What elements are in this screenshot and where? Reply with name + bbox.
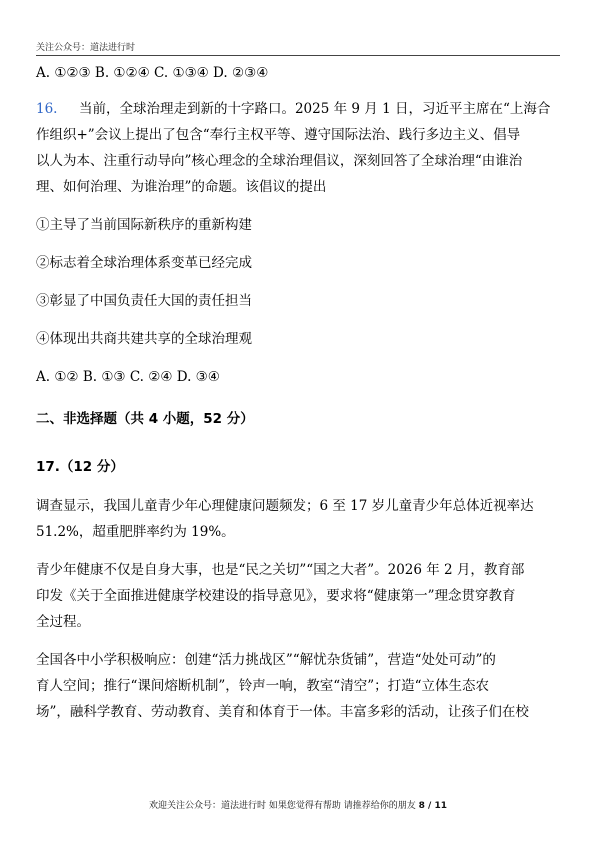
q16-line-4: 理、如何治理、为谁治理”的命题。该倡议的提出	[36, 179, 327, 195]
q16-item-1: ①主导了当前国际新秩序的重新构建	[36, 217, 252, 233]
header-divider	[36, 55, 560, 56]
q17-para-1-line-1: 调查显示，我国儿童青少年心理健康问题频发；6 至 17 岁儿童青少年总体近视率达	[36, 498, 534, 514]
q16-item-3: ③彰显了中国负责任大国的责任担当	[36, 293, 252, 309]
q16-item-2: ②标志着全球治理体系变革已经完成	[36, 255, 252, 271]
q16-number: 16.	[36, 101, 58, 117]
footer-text: 欢迎关注公众号：道法进行时 如果您觉得有帮助 请推荐给你的朋友	[149, 801, 416, 811]
q17-para-3-line-2: 育人空间；推行“课间熔断机制”，铃声一响，教室“清空”；打造“立体生态农	[36, 678, 490, 694]
page-footer	[0, 798, 596, 811]
q17-para-2-line-3: 全过程。	[36, 614, 90, 630]
header-account-text: 关注公众号：道法进行时	[36, 43, 136, 53]
q16-item-4: ④体现出共商共建共享的全球治理观	[36, 331, 252, 347]
q17-para-3-line-1: 全国各中小学积极响应：创建“活力挑战区”“解忧杂货铺”，营造“处处可动”的	[36, 652, 496, 668]
page-number: 8 / 11	[418, 801, 447, 811]
q17-title: 17.（12 分）	[36, 459, 124, 475]
q17-para-3-line-3: 场”，融科学教育、劳动教育、美育和体育于一体。丰富多彩的活动，让孩子们在校	[36, 704, 529, 720]
section-2-title: 二、非选择题（共 4 小题，52 分）	[36, 411, 254, 427]
q16-line-3: 以人为本、注重行动导向”核心理念的全球治理倡议，深刻回答了全球治理“由谁治	[36, 153, 523, 169]
q16-options: A. ①② B. ①③ C. ②④ D. ③④	[36, 369, 220, 385]
q16-text: 当前，全球治理走到新的十字路口。2025 年 9 月 1 日，习近平主席在“上海合	[78, 101, 551, 117]
q16-line-1	[36, 100, 550, 118]
q17-para-1-line-2: 51.2%，超重肥胖率约为 19%。	[36, 524, 235, 540]
q17-para-2-line-1: 青少年健康不仅是自身大事，也是“民之关切”“国之大者”。2026 年 2 月，教育部	[36, 562, 525, 578]
q16-line-2: 作组织+”会议上提出了包含“奉行主权平等、遵守国际法治、践行多边主义、倡导	[36, 127, 521, 143]
q17-para-2-line-2: 印发《关于全面推进健康学校建设的指导意见》，要求将“健康第一”理念贯穿教育	[36, 588, 516, 604]
q15-options: A. ①②③ B. ①②④ C. ①③④ D. ②③④	[36, 65, 269, 81]
